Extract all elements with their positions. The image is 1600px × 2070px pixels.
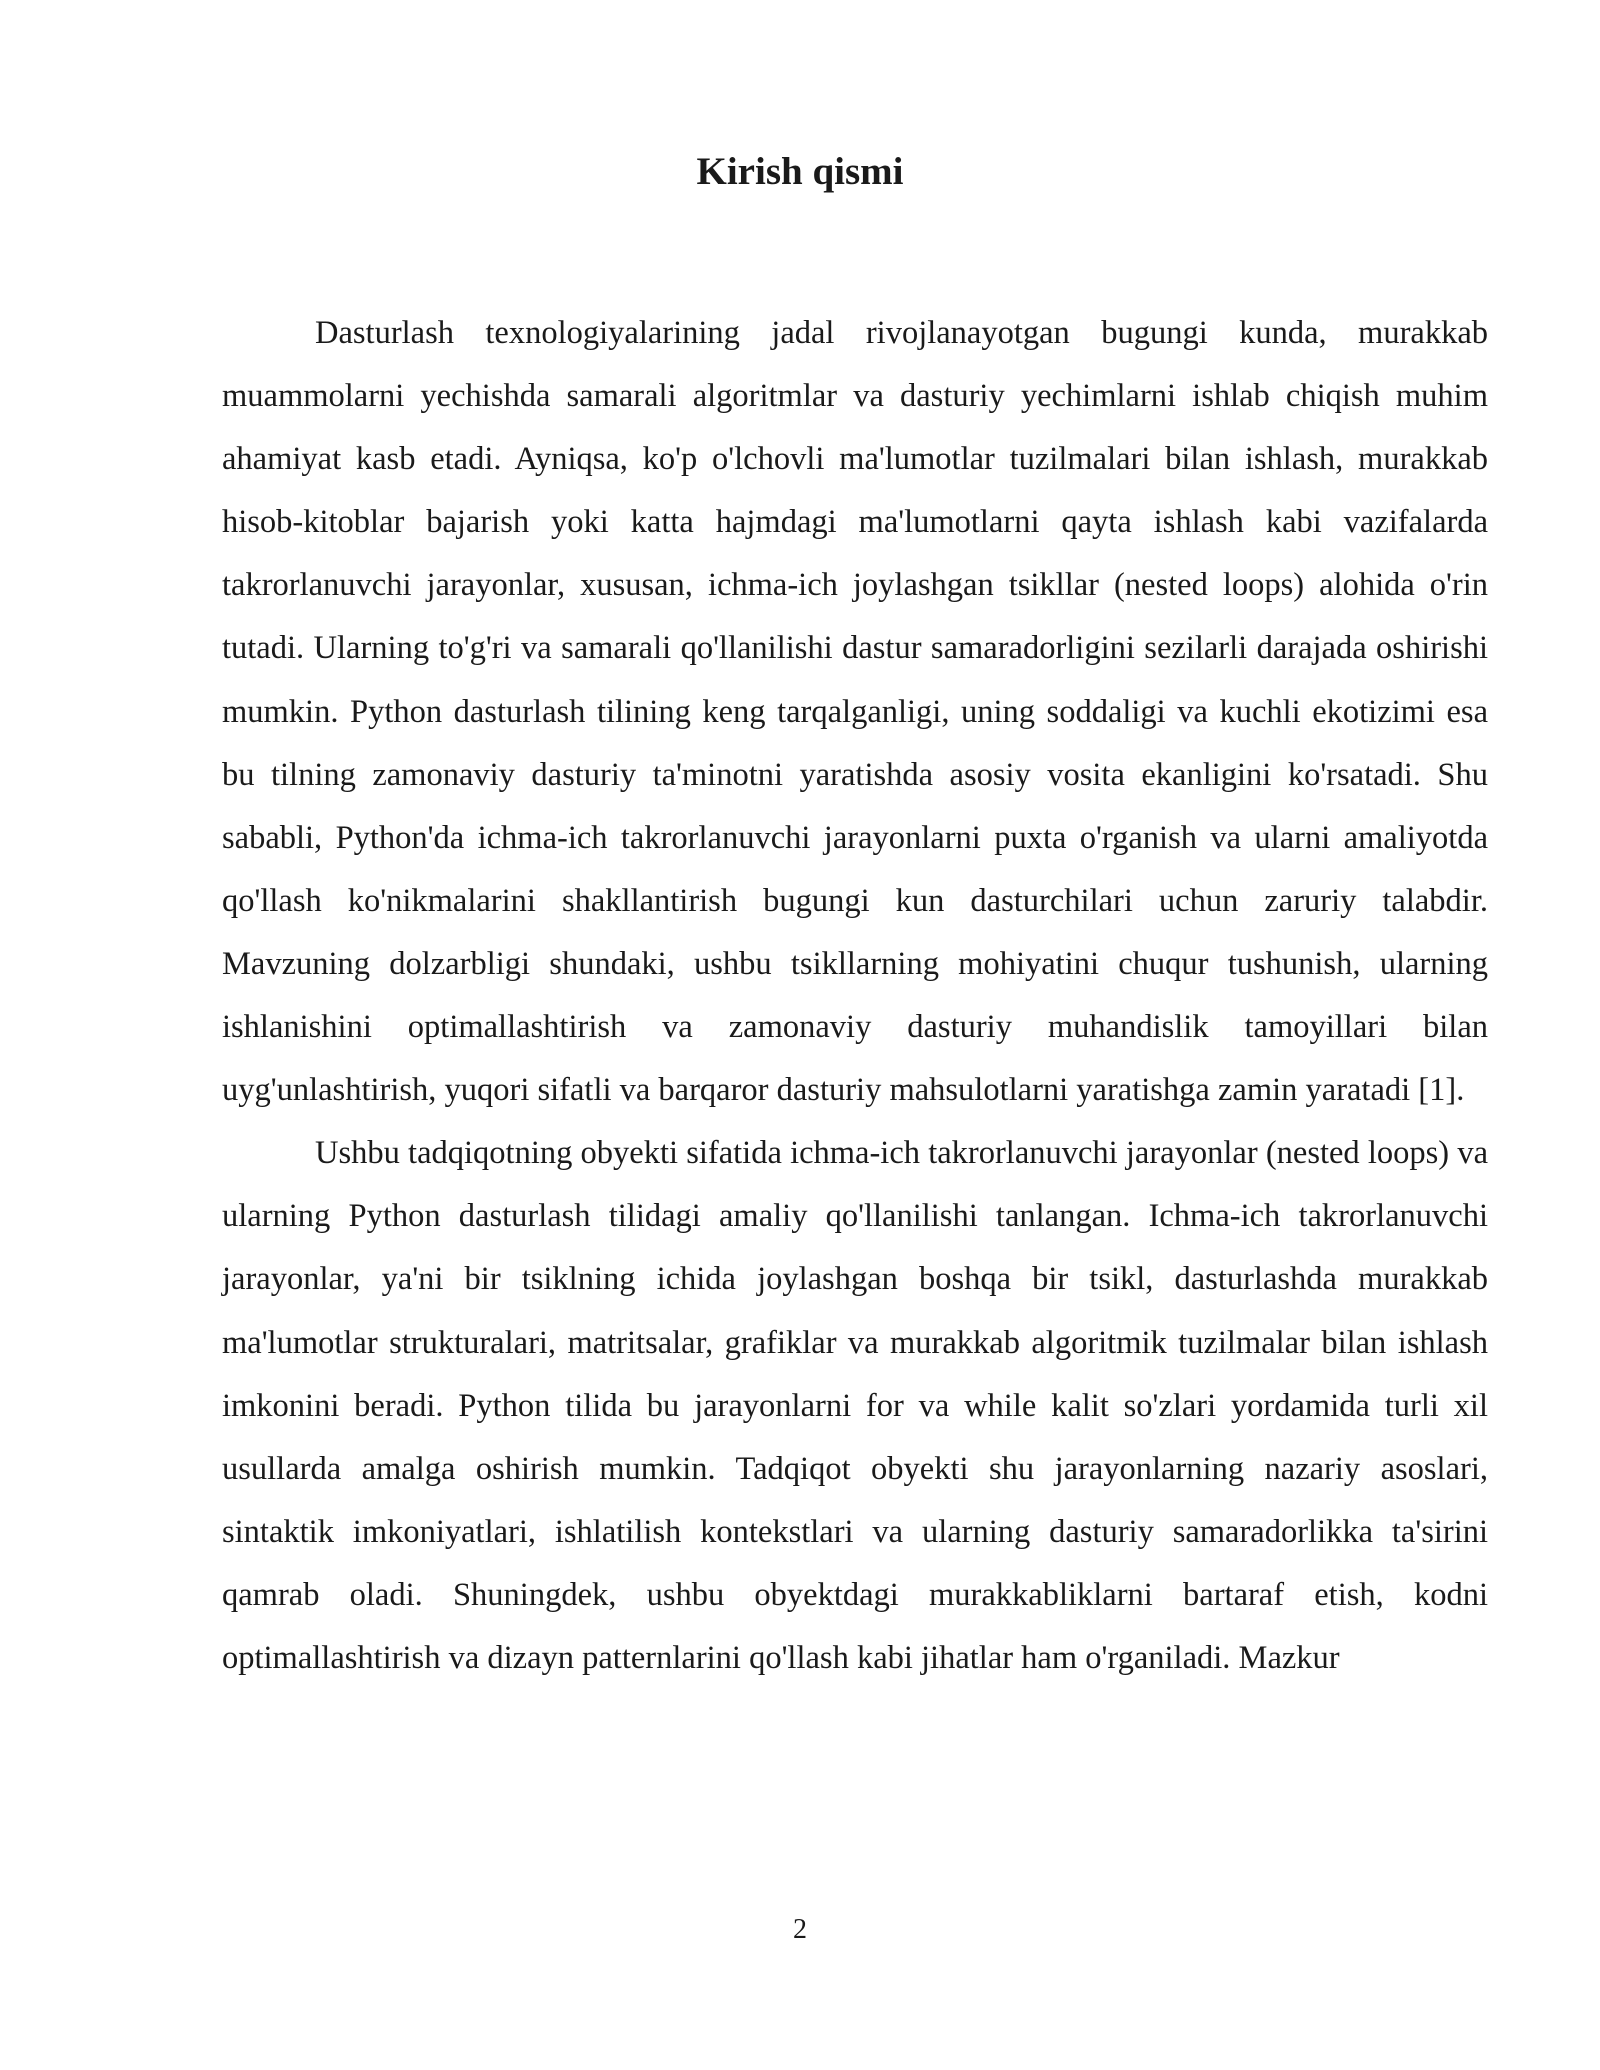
page-number: 2 (793, 1914, 807, 1945)
paragraph-relevance: Dasturlash texnologiyalarining jadal rivojlanayotgan bugungi kunda, murakkab muammolarni yechishda samarali algoritmlar va dasturiy yechimlarni ishlab chiqish muhim ahamiyat kasb etadi. Ayniqsa, ko'p o'lchovli ma'lumotlar tuzilmalari bilan ishlash, murakkab hisob-kitoblar bajarish yoki katta hajmdagi ma'lumotlarni qayta ishlash kabi vazifalarda takrorlanuvchi jarayonlar, xususan, ichma-ich joylashgan tsikllar (nested loops) alohida o'rin tutadi. Ularning to'g'ri va samarali qo'llanilishi dastur samaradorligini sezilarli darajada oshirishi mumkin. Python dasturlash tilining keng tarqalganligi, uning soddaligi va kuchli ekotizimi esa bu tilning zamonaviy dasturiy ta'minotni yaratishda asosiy vosita ekanligini ko'rsatadi. Shu sababli, Python'da ichma-ich takrorlanuvchi jarayonlarni puxta o'rganish va ularni amaliyotda qo'llash ko'nikmalarini shakllantirish bugungi kun dasturchilari uchun zaruriy talabdir. Mavzuning dolzarbligi shundaki, ushbu tsikllarning mohiyatini chuqur tushunish, ularning ishlanishini optimallashtirish va zamonaviy dasturiy muhandislik tamoyillari bilan uyg'unlashtirish, yuqori sifatli va barqaror dasturiy mahsulotlarni yaratishga zamin yaratadi [1]. (222, 315, 1488, 1109)
section-title: Kirish qismi (696, 150, 904, 193)
body-text (222, 302, 1488, 1690)
paragraph-research-object: Ushbu tadqiqotning obyekti sifatida ichma-ich takrorlanuvchi jarayonlar (nested loops) va ularning Python dasturlash tilidagi amaliy qo'llanilishi tanlangan. Ichma-ich takrorlanuvchi jarayonlar, ya'ni bir tsiklning ichida joylashgan boshqa bir tsikl, dasturlashda murakkab ma'lumotlar strukturalari, matritsalar, grafiklar va murakkab algoritmik tuzilmalar bilan ishlash imkonini beradi. Python tilida bu jarayonlarni for va while kalit so'zlari yordamida turli xil usullarda amalga oshirish mumkin. Tadqiqot obyekti shu jarayonlarning nazariy asoslari, sintaktik imkoniyatlari, ishlatilish kontekstlari va ularning dasturiy samaradorlikka ta'sirini qamrab oladi. Shuningdek, ushbu obyektdagi murakkabliklarni bartaraf etish, kodni optimallashtirish va dizayn patternlarini qo'llash kabi jihatlar ham o'rganiladi. Mazkur (222, 1135, 1488, 1676)
